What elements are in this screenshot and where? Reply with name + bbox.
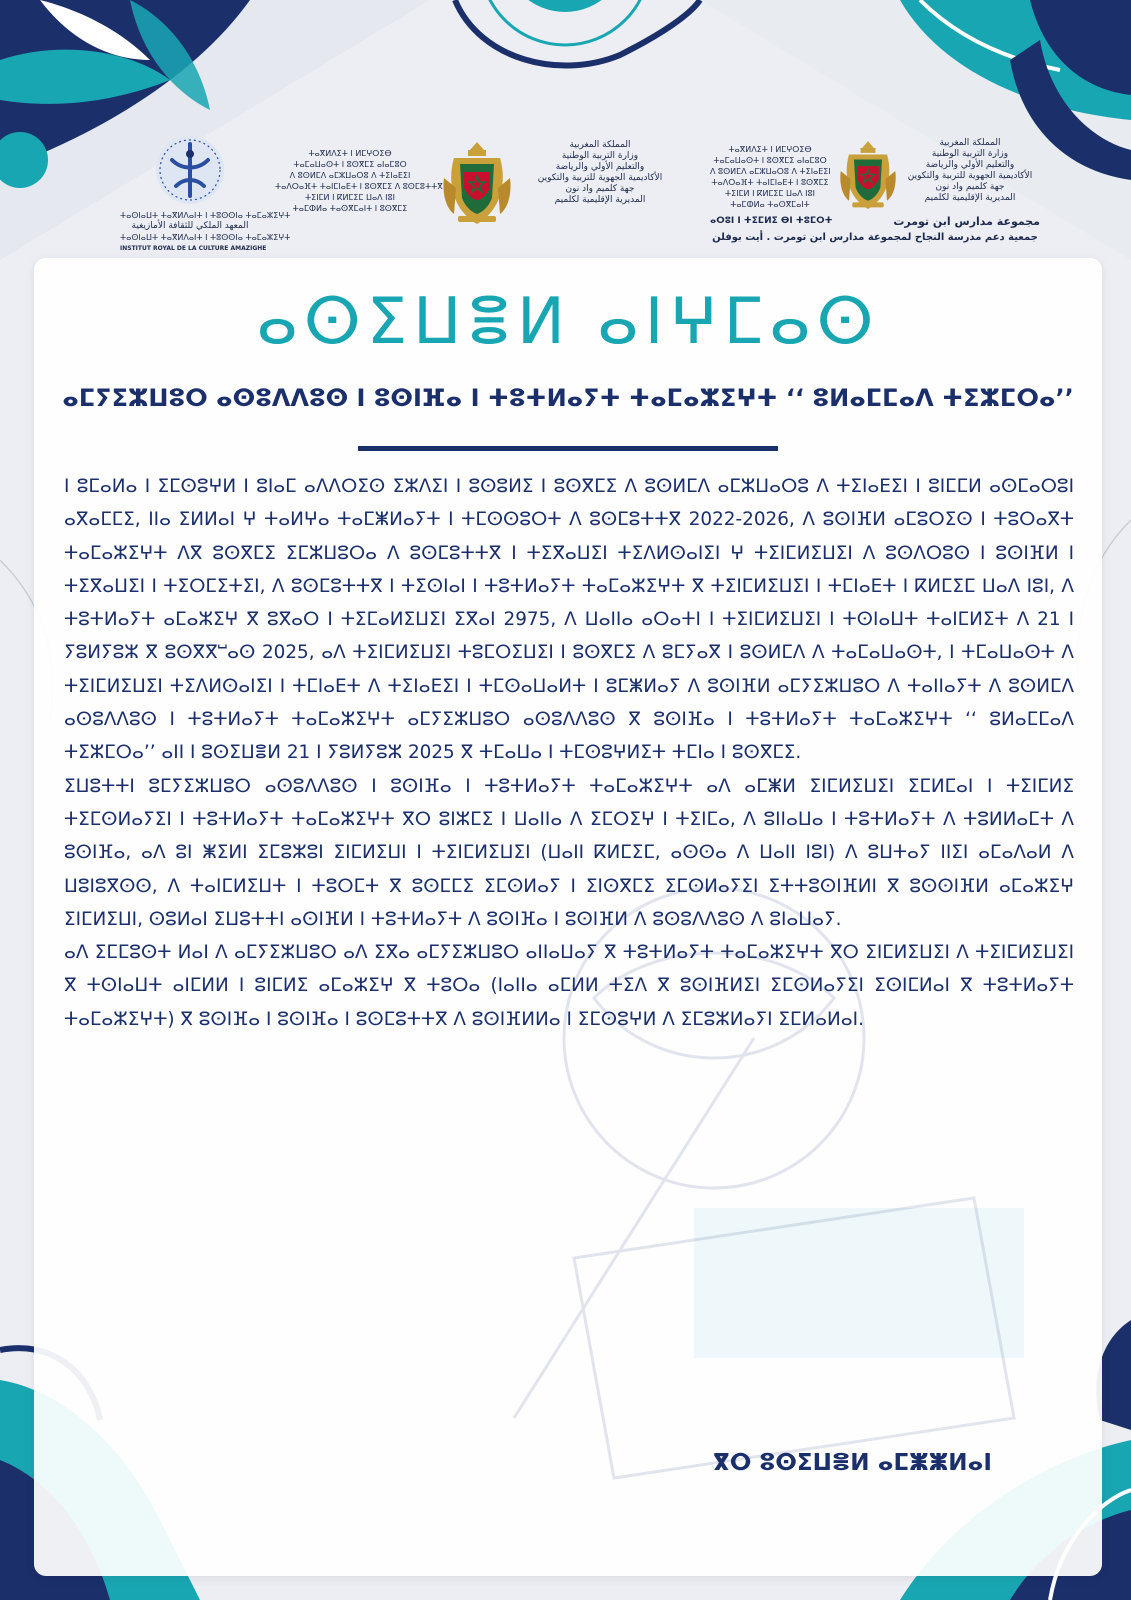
body-paragraph: ⵏ ⵓⵎⴰⵍⴰ ⵏ ⵉⵎⵙⵓⵖⵍ ⵏ ⵓⵏⴰⵎ ⴰⴷⴷⵔⵉⵙ ⵉⵣⴷⵉⵏ ⵏ ⵓⵙⵓⵍⵉ ⵏ ⵓⵙⴳⵎⵉ ⴷ ⵓⵙⵍⵎⴷ ⴰⵎⵣⵡⴰⵔⵓ ⴷ ⵜⵉⵏⴰⴹⵉⵏ ⵏ ⵓⵏⵎⵎⵍ ⴰⵙⵎⴰⵔⵓⵏ ⴰⴳⴰⵎⵎⵉ, ⵏⵏⴰ ⵉⵍⵍⴰⵏ ⵖ ⵜⴰⵍⵖⴰ ⵜⴰⵎⵥⵍⴰⵢⵜ ⵏ ⵜⵎⵙⵙⵓⵔⵜ ⴷ ⵓⵙⵎⵓⵜⵜⴳ 2022-2026, ⴷ ⵓⵙⵏⴼⵍ ⴰⵎⵓⵔⵉⵙ ⵏ ⵜⵓⵔⴰⴳⵜ ⵜⴰⵎⴰⵣⵉⵖⵜ ⴷⴳ ⵓⵙⴳⵎⵉ ⵉⵎⵣⵡⵓⵔⴰ ⴷ ⵓⵙⵎⵓⵜⵜⴳ ⵏ ⵜⵉⴳⴰⵡⵉⵏ ⵜⵉⴷⵍⵙⴰⵏⵉⵏ ⵖ ⵜⵉⵏⵎⵍⵉⵡⵉⵏ ⴷ ⵓⵙⴷⵔⵓⵙ ⵏ ⵓⵙⵏⴼⵍ ⵏ ⵜⵉⴳⴰⵡⵉⵏ ⵏ ⵜⵉⵔⵎⵉⵜⵉⵏ, ⴷ ⵓⵙⵎⵓⵜⵜⴳ ⵏ ⵜⵉⵙⵏⴰⵏ ⵏ ⵜⵓⵜⵍⴰⵢⵜ ⵜⴰⵎⴰⵣⵉⵖⵜ ⴳ ⵜⵉⵏⵎⵍⵉⵡⵉⵏ ⵏ ⵜⵎⵏⴰⴹⵜ ⵏ ⴽⵍⵎⵉⵎ ⵡⴰⴷ ⵏⵓⵏ, ⴷ ⵜⵓⵜⵍⴰⵢⵜ ⴰⵎⴰⵣⵉⵖ ⴳ ⵓⴳⴰⵔ ⵏ ⵜⵉⵎⴰⵍⵉⵡⵉⵏ ⵉⴳⴰⵏ 2975, ⴷ ⵡⴰⵏⵏⴰ ⴰⵔⴰⵜⵏ ⵏ ⵜⵉⵏⵎⵍⵉⵡⵉⵏ ⵏ ⵜⵙⵏⴰⵡⵜ ⵜⴰⵏⵎⵍⵉⵜ ⴷ 21 ⵏ ⵢⵓⵍⵢⵓⵣ ⴳ ⵓⵙⴳⴳⵯⴰⵙ 2025, ⴰⴷ ⵜⵉⵏⵎⵍⵉⵡⵉⵏ ⵜⵓⵎⵔⵉⵡⵉⵏ ⵏ ⵓⵙⴳⵎⵉ ⴷ ⵓⵎⵢⴰⴳ ⵏ ⵓⵙⵍⵎⴷ ⴷ ⵜⴰⵎⴰⵡⴰⵙⵜ, ⵏ ⵜⵎⴰⵡⴰⵙⵜ ⴷ ⵜⵉⵏⵎⵍⵉⵡⵉⵏ ⵜⵉⴷⵍⵙⴰⵏⵉⵏ ⵏ ⵜⵎⵏⴰⴹⵜ ⴷ ⵜⵉⵏⴰⴹⵉⵏ ⵏ ⵜⵎⵙⴰⵡⴰⵍⵜ ⵏ ⵓⵎⵥⵍⴰⵢ ⴷ ⵓⵙⵏⴼⵍ ⴰⵎⵢⵉⵣⵡⵓⵔ ⴷ ⵜⴰⵏⵏⴰⵢⵜ ⴷ ⵓⵙⵍⵎⴷ ⴰⵙⵓⴷⴷⵓⵙ ⵏ ⵜⵓⵜⵍⴰⵢⵜ ⵜⴰⵎⴰⵣⵉⵖⵜ ⴰⵎⵢⵉⵣⵡⵓⵔ ⴰⵙⵓⴷⴷⵓⵙ ⴳ ⵓⵙⵏⴼⴰ ⵏ ⵜⵓⵜⵍⴰⵢⵜ ⵜⴰⵎⴰⵣⵉⵖⵜ ‘‘ ⵓⵍⴰⵎⵎⴰⴷ ⵜⵉⵣⵎⵔⴰ’’ ⴰⵏⵏ ⵏ ⵓⵙⵉⵡⴻⵍ 21 ⵏ ⵢⵓⵍⵢⵓⵣ 2025 ⴳ ⵜⵎⴰⵡⴰ ⵏ ⵜⵎⵙⵓⵖⵍⵉⵜ ⵜⵎⵏⴰ ⵏ ⵓⵙⴳⵎⵉ. (64, 476, 1074, 764)
arabic-line: وزارة التربية الوطنية (931, 149, 1009, 159)
ircam-tifinagh-top: ⵜⴰⵙⵏⴰⵡⵜ ⵜⴰⴳⵍⴷⴰⵏⵜ ⵏ ⵜⵓⵙⵙⵏⴰ ⵜⴰⵎⴰⵣⵉⵖⵜ (120, 211, 291, 220)
tifinagh-line: ⵜⴰⴳⵍⴷⵉⵜ ⵏ ⵍⵎⵖⵔⵉⴱ (308, 149, 392, 158)
tifinagh-line: ⴷ ⵓⵙⵍⵎⴷ ⴰⵎⵣⵡⴰⵔⵓ ⴷ ⵜⵉⵏⴰⴹⵉⵏ (289, 171, 411, 180)
tifinagh-line: ⵜⴰⵎⴰⵡⴰⵙⵜ ⵏ ⵓⵙⴳⵎⵉ ⴰⵏⴰⵎⵓⵔ (293, 160, 407, 169)
tifinagh-line: ⵜⴰⴷⵔⴰⴼⵜ ⵜⴰⵏⵎⵏⴰⴹⵜ ⵏ ⵓⵙⴳⵎⵉ (711, 178, 829, 187)
tifinagh-line: ⵜⵉⵏⵎⵍ ⵏ ⴽⵍⵎⵉⵎ ⵡⴰⴷ ⵏⵓⵏ (725, 189, 815, 198)
tifinagh-line: ⵜⴰⵎⵀⵍⴰ ⵜⴰⵙⴳⵎⴰⵏⵜ ⵏ ⵓⵙⴳⵎⵉ (292, 204, 408, 213)
tifinagh-line: ⴷ ⵓⵙⵍⵎⴷ ⴰⵎⵣⵡⴰⵔⵓ ⴷ ⵜⵉⵏⴰⴹⵉⵏ (710, 167, 831, 176)
arabic-line: وزارة التربية الوطنية (561, 151, 639, 161)
tifinagh-line: ⵜⴰⵎⴰⵡⴰⵙⵜ ⵏ ⵓⵙⴳⵎⵉ ⴰⵏⴰⵎⵓⵔ (713, 156, 827, 165)
ircam-logo (120, 130, 291, 254)
moroccan-coat-of-arms-icon (836, 138, 900, 214)
announcement-card (34, 258, 1102, 1576)
signature: ⴳⵔ ⵓⵙⵉⵡⴻⵍ ⴰⵎⵥⵥⵍⴰⵏ (713, 1450, 992, 1476)
school-name-arabic: مجموعة مدارس ابن تومرت (893, 215, 1040, 228)
school-name-row (710, 216, 1040, 227)
document-subtitle: ⴰⵎⵢⵉⵣⵡⵓⵔ ⴰⵙⵓⴷⴷⵓⵙ ⵏ ⵓⵙⵏⴼⴰ ⵏ ⵜⵓⵜⵍⴰⵢⵜ ⵜⴰⵎⴰⵣⵉⵖⵜ ‘‘ ⵓⵍⴰⵎⵎⴰⴷ ⵜⵉⵣⵎⵔⴰ’’ (62, 384, 1074, 412)
ircam-emblem-icon (150, 130, 230, 210)
tifinagh-line: ⵜⴰⵎⵀⵍⴰ ⵜⴰⵙⴳⵎⴰⵏⵜ (730, 200, 810, 209)
ministry-left-arabic (525, 140, 675, 206)
ministry-right-logo (710, 130, 1040, 243)
arabic-line: جهة كلميم واد نون (935, 182, 1005, 192)
association-name-arabic: جمعية دعم مدرسة النجاح لمجموعة مدارس ابن تومرت . أيت بوفلن (712, 232, 1038, 243)
ircam-tifinagh-bottom: ⵜⴰⵙⵏⴰⵡⵜ ⵜⴰⴳⵍⴷⴰⵏⵜ ⵏ ⵜⵓⵙⵙⵏⴰ ⵜⴰⵎⴰⵣⵉⵖⵜ (120, 233, 291, 242)
ministry-right-arabic (905, 138, 1035, 204)
arabic-line: الأكاديمية الجهوية للتربية والتكوين (907, 171, 1033, 181)
arabic-line: المملكة المغربية (939, 138, 1001, 148)
ministry-left-tifinagh (275, 148, 443, 214)
document-body (64, 470, 1074, 1036)
arabic-line: جهة كلميم واد نون (565, 184, 635, 194)
body-paragraph: ⴰⴷ ⵉⵎⵎⵓⵙⵜ ⵍⴰⵏ ⴷ ⴰⵎⵢⵉⵣⵡⵓⵔ ⴰⴷ ⵉⴳⴰ ⴰⵎⵢⵉⵣⵡⵓⵔ ⴰⵏⵏⴰⵡⴰⵢ ⴳ ⵜⵓⵜⵍⴰⵢⵜ ⵜⴰⵎⴰⵣⵉⵖⵜ ⴳⵔ ⵉⵏⵎⵍⵉⵡⵉⵏ ⴷ ⵜⵉⵏⵎⵍⵉⵡⵉⵏ ⴳ ⵜⵙⵏⴰⵡⵜ ⴰⵏⵎⵍⵍ ⵏ ⵓⵏⵎⵍⵉ ⴰⵎⴰⵣⵉⵖ ⴳ ⵜⵓⵔⴰ (ⵏⴰⵏⵏⴰ ⴰⵎⵍⵍ ⵜⵉⴷ ⴳ ⵓⵙⵏⴼⵍⵉⵏ ⵉⵎⵙⵍⴰⵢⵉⵏ ⵉⵙⵏⵎⵍⴰⵏ ⴳ ⵜⵓⵜⵍⴰⵢⵜ ⵜⴰⵎⴰⵣⵉⵖⵜ) ⴳ ⵓⵙⵏⴼⴰ ⵏ ⵓⵙⵏⴼⴰ ⵏ ⵓⵙⵎⵓⵜⵜⴳ ⴷ ⵓⵙⵏⴼⵍⵍⴰ ⵏ ⵉⵎⵙⵓⵖⵍ ⴷ ⵉⵎⵓⵣⵍⴰⵢⵏ ⵉⵎⵍⴰⵍⴰⵏ. (64, 942, 1074, 1030)
arabic-line: المديرية الإقليمية لكلميم (554, 195, 646, 205)
tifinagh-line: ⵜⴰⴷⵔⴰⴼⵜ ⵜⴰⵏⵎⵏⴰⴹⵜ ⵏ ⵓⵙⴳⵎⵉ ⴷ ⵓⵙⵎⵓⵜⵜⴳ (275, 182, 443, 191)
arabic-line: والتعليم الأولي والرياضة (925, 160, 1015, 170)
document-title: ⴰⵙⵉⵡⴻⵍ ⴰⵏⵖⵎⴰⵙ (256, 285, 880, 359)
arabic-line: الأكاديمية الجهوية للتربية والتكوين (537, 173, 663, 183)
arabic-line: المديرية الإقليمية لكلميم (924, 193, 1016, 203)
ircam-arabic-name: المعهد الملكي للثقافة الأمازيغية (131, 221, 249, 231)
ircam-french-name: INSTITUT ROYAL DE LA CULTURE AMAZIGHE (120, 245, 267, 252)
tifinagh-line: ⵜⵉⵏⵎⵍ ⵏ ⴽⵍⵎⵉⵎ ⵡⴰⴷ ⵏⵓⵏ (305, 193, 395, 202)
body-paragraph: ⵉⵡⵓⵜⵜⵏ ⵓⵎⵢⵉⵣⵡⵓⵔ ⴰⵙⵓⴷⴷⵓⵙ ⵏ ⵓⵙⵏⴼⴰ ⵏ ⵜⵓⵜⵍⴰⵢⵜ ⵜⴰⵎⴰⵣⵉⵖⵜ ⴰⴷ ⴰⵎⵥⵍ ⵉⵏⵎⵍⵉⵡⵉⵏ ⵉⵎⵍⵎⴰⵏ ⵏ ⵜⵉⵏⵎⵍⵉ ⵜⵉⵎⵙⵍⴰⵢⵉⵏ ⵏ ⵜⵓⵜⵍⴰⵢⵜ ⵜⴰⵎⴰⵣⵉⵖⵜ ⴳⵔ ⵓⵏⵣⵎⵉ ⵏ ⵡⴰⵏⵏⴰ ⴷ ⵉⵎⵔⵉⵖ ⵏ ⵜⵉⵏⵎⴰ, ⴷ ⵓⵏⵏⴰⵡⴰ ⵏ ⵜⵓⵜⵍⴰⵢⵜ ⴷ ⵜⵓⵍⵍⴰⵎⵜ ⴷ ⵓⵙⵏⴼⴰ, ⴰⴷ ⵓⵏ ⵥⵉⵍⵏ ⵉⵎⵓⵣⵓⵏ ⵉⵏⵎⵍⵉⵡⵏ ⵏ ⵜⵉⵏⵎⵍⵉⵡⵉⵏ (ⵡⴰⵏⵏ ⴽⵍⵎⵉⵎ, ⴰⵙⵙⴰ ⴷ ⵡⴰⵏⵏ ⵏⵓⵏ) ⴷ ⵓⵡⵜⴰⵢ ⵏⵏⵉⵏ ⴰⵎⴰⴷⴰⵍ ⴷ ⵡⵓⵏⵓⴳⵙⵙ, ⴷ ⵜⴰⵏⵎⵍⵉⵡⵜ ⵏ ⵜⵓⵔⵎⵜ ⴳ ⵓⵙⵎⵎⵉ ⵉⵎⵙⵍⴰⵢ ⵏ ⵉⵏⵙⴳⵎⵉ ⵉⵎⵙⵍⴰⵢⵉⵏ ⵉⵜⵜⵓⵙⵏⴼⵍⵏ ⴳ ⵓⵙⵙⵏⴼⵍ ⴰⵎⴰⵣⵉⵖ ⵉⵏⵎⵍⵉⵡⵏ, ⵙⵓⵍⴰⵏ ⵉⵡⵓⵜⵜⵏ ⴰⵙⵏⴼⵍ ⵏ ⵜⵓⵜⵍⴰⵢⵜ ⴷ ⵓⵙⵏⴼⴰ ⵏ ⵓⵙⵏⴼⵍ ⴷ ⵓⵙⵓⴷⴷⵓⵙ ⴷ ⵓⵏⴰⵡⴰⵢ. (64, 775, 1074, 930)
arabic-line: المملكة المغربية (569, 140, 631, 150)
ministry-left-logo (275, 130, 675, 240)
school-name-tifinagh: ⴰⵔⵓⵏ ⵏ ⵜⵉⵎⵍⵉ ⴱⵏ ⵜⵓⵎⵔⵜ (710, 216, 833, 226)
moroccan-coat-of-arms-icon (440, 138, 514, 230)
arabic-line: والتعليم الأولي والرياضة (555, 162, 645, 172)
ministry-right-tifinagh (710, 144, 830, 210)
title-divider (358, 446, 778, 451)
tifinagh-line: ⵜⴰⴳⵍⴷⵉⵜ ⵏ ⵍⵎⵖⵔⵉⴱ (728, 145, 812, 154)
header-logos (0, 120, 1131, 250)
